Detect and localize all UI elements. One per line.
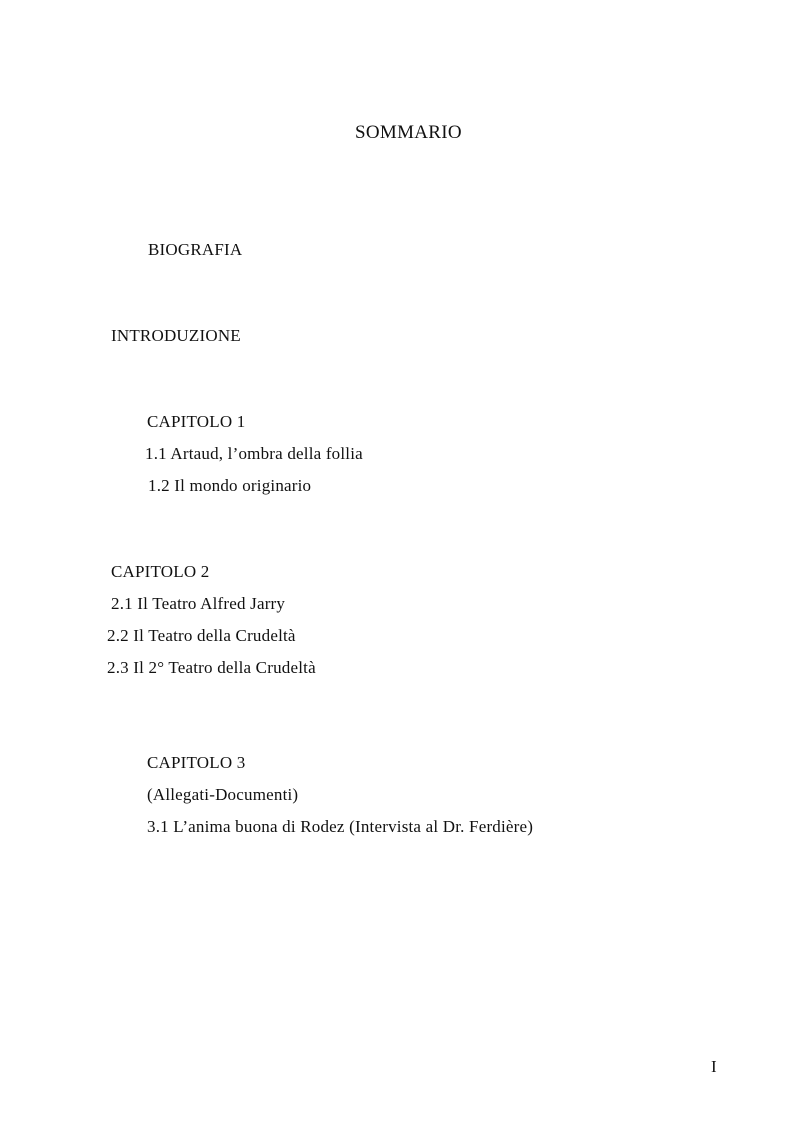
toc-item-1-2: 1.2 Il mondo originario — [148, 476, 312, 495]
page-title: SOMMARIO — [355, 122, 462, 143]
toc-chapter-3-note: (Allegati-Documenti) — [147, 785, 299, 804]
page-number: I — [711, 1057, 717, 1076]
toc-item-1-1: 1.1 Artaud, l’ombra della follia — [145, 444, 363, 463]
toc-entry-introduzione: INTRODUZIONE — [111, 326, 241, 345]
toc-chapter-3-heading: CAPITOLO 3 — [147, 753, 246, 772]
toc-chapter-2-heading: CAPITOLO 2 — [111, 562, 210, 581]
toc-entry-biografia: BIOGRAFIA — [148, 240, 243, 259]
toc-item-2-2: 2.2 Il Teatro della Crudeltà — [107, 626, 296, 645]
toc-item-3-1: 3.1 L’anima buona di Rodez (Intervista al Dr. Ferdière) — [147, 817, 534, 836]
toc-item-2-3: 2.3 Il 2° Teatro della Crudeltà — [107, 658, 316, 677]
toc-item-2-1: 2.1 Il Teatro Alfred Jarry — [111, 594, 286, 613]
toc-chapter-1-heading: CAPITOLO 1 — [147, 412, 246, 431]
